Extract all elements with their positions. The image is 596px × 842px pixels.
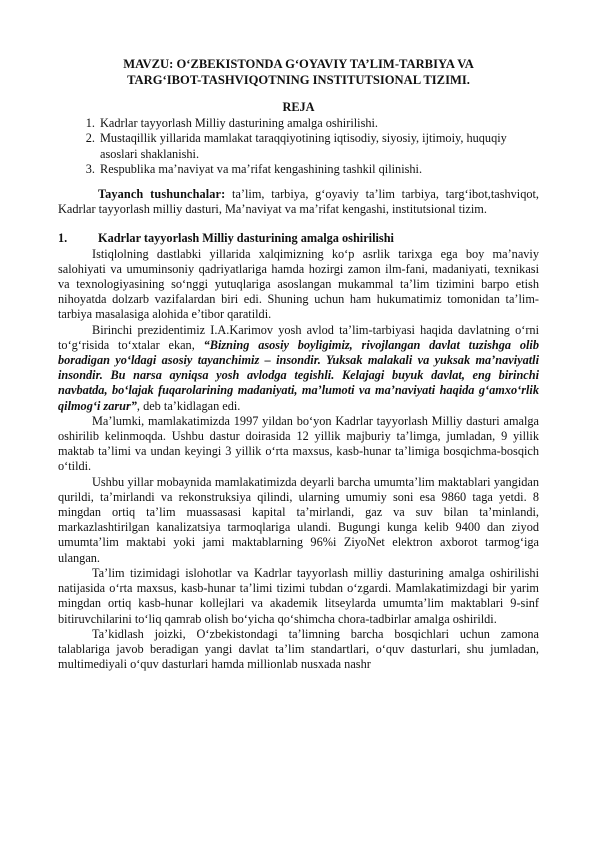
- paragraph-6: Ta’kidlash joizki, O‘zbekistondagi ta’limning barcha bosqichlari uchun zamona talablariga javob beradigan yangi davlat ta’lim standartlari, o‘quv dasturlari, shu jumladan, multimediyali o‘quv dasturlari hamda millionlab nusxada nashr: [58, 626, 539, 672]
- plan-item: 3. Respublika ma’naviyat va ma’rifat kengashining tashkil qilinishi.: [98, 162, 539, 177]
- plan-list: [58, 116, 539, 177]
- keywords-label: Tayanch tushunchalar:: [98, 187, 226, 202]
- paragraph-5: Ta’lim tizimidagi islohotlar va Kadrlar tayyorlash milliy dasturining amalga oshirilishi natijasida o‘rta maxsus, kasb-hunar ta’limi tizimi tubdan o‘zgardi. Mamlakatimizdagi bir yarim mingdan ortiq kasb-hunar kollejlari va akademik litseylarda umumta’lim maktablari 9-sinf bitiruvchilarini to‘liq qamrab olish bo‘yicha qo‘shimcha chora-tadbirlar amalga oshirildi.: [58, 565, 539, 626]
- paragraph-2: [58, 323, 539, 414]
- paragraph-1: Istiqlolning dastlabki yillarida xalqimizning ko‘p asrlik tarixga ega boy ma’naviy salohiyati va umuminsoniy qadriyatlariga hamda hozirgi zamon ilm-fani, madaniyati, texnikasi va texnologiyasining so‘nggi yutuqlariga asoslangan mukammal ta’lim tizimini barpo etish nihoyatda dolzarb vazifalardan biri edi. Shuning uchun ham hukumatimiz tomonidan ta’lim-tarbiya masalasiga alohida e’tibor qaratildi.: [58, 246, 539, 322]
- section-heading: [58, 231, 539, 246]
- keywords-paragraph: [58, 187, 539, 217]
- paragraph-4: Ushbu yillar mobaynida mamlakatimizda deyarli barcha umumta’lim maktablari yangidan qurildi, ta’mirlandi va rekonstruksiya qilindi, ularning umumiy soni esa 9860 taga yetdi. 8 mingdan ortiq ta’lim muassasasi kapital ta’mirlandi, gaz va suv bilan ta’minlandi, markazlashtirilgan kanalizatsiya tarmoqlariga ulandi. Bugungi kunga kelib 9400 dan ziyod umumta’lim maktabi yoki jami maktablarning 96%i ZiyoNet elektron axborot tarmog‘iga ulangan.: [58, 474, 539, 565]
- paragraph-2-intro: Birinchi prezidentimiz I.A.Karimov yosh avlod ta’lim-tarbiyasi haqida davlatning o‘rni to‘g‘risida to‘xtalar ekan,: [58, 322, 539, 352]
- plan-item: 1. Kadrlar tayyorlash Milliy dasturining amalga oshirilishi.: [98, 116, 539, 131]
- paragraph-2-outro: , deb ta’kidlagan edi.: [136, 398, 241, 413]
- title-line-2: TARG‘IBOT-TASHVIQOTNING INSTITUTSIONAL TIZIMI.: [127, 73, 470, 87]
- plan-heading: REJA: [282, 100, 315, 114]
- title-line-1: MAVZU: O‘ZBEKISTONDA G‘OYAVIY TA’LIM-TARBIYA VA: [123, 57, 474, 71]
- document-title: [58, 56, 539, 88]
- section-title: Kadrlar tayyorlash Milliy dasturining amalga oshirilishi: [98, 231, 394, 246]
- karimov-quote: “Bizning asosiy boyligimiz, rivojlangan davlat tuzishga olib boradigan yo‘ldagi asosiy tayanchimiz – insondir. Yuksak malakali va yuksak ma’naviyatli insondir. Bu narsa ayniqsa yosh avlodga tegishli. Kelajagi buyuk davlat, eng birinchi navbatda, bo‘lajak fuqarolarining madaniyati, ma’lumoti va ma’naviyati haqida g‘amxo‘rlik qilmog‘i zarur”: [58, 337, 539, 413]
- paragraph-3: Ma’lumki, mamlakatimizda 1997 yildan bo‘yon Kadrlar tayyorlash Milliy dasturi amalga oshirilib kelinmoqda. Ushbu dastur doirasida 12 yillik majburiy ta’limga, jumladan, 9 yillik maktab ta’limi va undan keyingi 3 yillik o‘rta maxsus, kasb-hunar ta’limiga bosqichma-bosqich o‘tildi.: [58, 413, 539, 474]
- section-number: 1.: [58, 231, 68, 246]
- keywords-text: ta’lim, tarbiya, g‘oyaviy ta’lim tarbiya, targ‘ibot,tashviqot, Kadrlar tayyorlash milliy dasturi, Ma’naviyat va ma’rifat kengashi, institutsional tizim.: [58, 187, 539, 217]
- plan-item: 2. Mustaqillik yillarida mamlakat taraqqiyotining iqtisodiy, siyosiy, ijtimoiy, huquqiy asoslari shaklanishi.: [98, 131, 539, 161]
